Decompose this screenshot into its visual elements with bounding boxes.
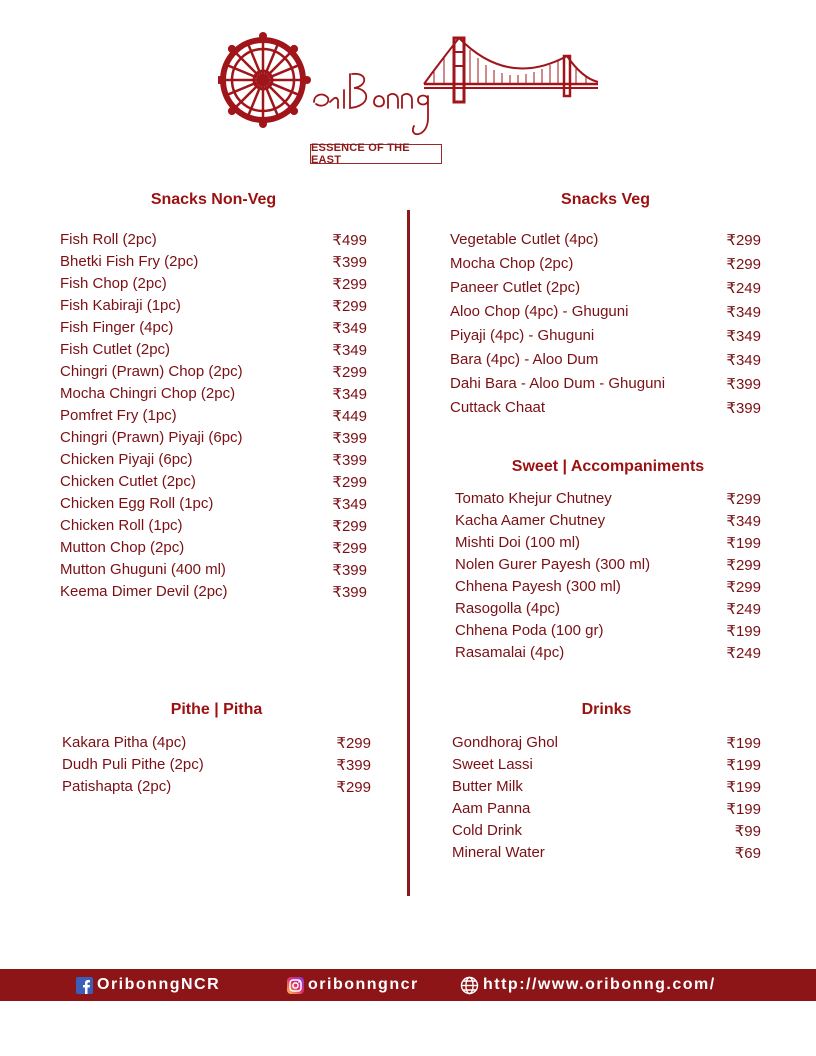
menu-item — [60, 253, 367, 271]
menu-item — [452, 734, 761, 752]
menu-item — [60, 297, 367, 315]
menu-item — [455, 556, 761, 574]
menu-item-price: ₹399 — [332, 254, 367, 271]
menu-item — [450, 399, 761, 417]
menu-item-name: Dudh Puli Pithe (2pc) — [62, 756, 204, 773]
menu-item-price: ₹399 — [332, 430, 367, 447]
menu-item-price: ₹499 — [332, 232, 367, 249]
menu-item-name: Fish Roll (2pc) — [60, 231, 157, 248]
menu-item-name: Mineral Water — [452, 844, 545, 861]
menu-item-price: ₹399 — [332, 584, 367, 601]
menu-item — [60, 341, 367, 359]
menu-item-name: Mishti Doi (100 ml) — [455, 534, 581, 551]
menu-item-price: ₹399 — [726, 400, 761, 417]
menu-item — [62, 756, 371, 774]
menu-item-price: ₹349 — [332, 386, 367, 403]
menu-item — [450, 255, 761, 273]
menu-item — [455, 622, 761, 640]
menu-item-price: ₹349 — [332, 342, 367, 359]
menu-item-price: ₹349 — [332, 320, 367, 337]
menu-item-price: ₹399 — [726, 376, 761, 393]
menu-item-name: Butter Milk — [452, 778, 523, 795]
menu-item-price: ₹299 — [336, 779, 371, 796]
menu-item-name: Piyaji (4pc) - Ghuguni — [450, 327, 595, 344]
menu-item — [455, 644, 761, 662]
menu-item-name: Chicken Piyaji (6pc) — [60, 451, 193, 468]
menu-item-name: Mocha Chingri Chop (2pc) — [60, 385, 236, 402]
instagram-icon — [287, 977, 304, 994]
menu-item-name: Chhena Payesh (300 ml) — [455, 578, 621, 595]
menu-item — [452, 822, 761, 840]
menu-item-price: ₹449 — [332, 408, 367, 425]
menu-item-name: Chingri (Prawn) Chop (2pc) — [60, 363, 243, 380]
menu-item-price: ₹399 — [332, 562, 367, 579]
section-title: Snacks Non-Veg — [150, 191, 277, 208]
menu-item — [60, 429, 367, 447]
menu-item — [60, 231, 367, 249]
menu-item-name: Rasamalai (4pc) — [455, 644, 565, 661]
menu-item — [60, 363, 367, 381]
section-title: Sweet | Accompaniments — [511, 458, 705, 475]
menu-item-name: Sweet Lassi — [452, 756, 533, 773]
menu-item-name: Bhetki Fish Fry (2pc) — [60, 253, 199, 270]
menu-item — [60, 583, 367, 601]
menu-item-price: ₹299 — [332, 298, 367, 315]
menu-item-name: Rasogolla (4pc) — [455, 600, 561, 617]
facebook-icon — [76, 977, 93, 994]
menu-item-name: Aam Panna — [452, 800, 531, 817]
menu-item — [450, 303, 761, 321]
menu-item — [452, 756, 761, 774]
section-snacks-nonveg — [60, 191, 367, 611]
menu-item — [60, 451, 367, 469]
menu-item-name: Pomfret Fry (1pc) — [60, 407, 177, 424]
section-sweet-accompaniments — [455, 458, 761, 668]
menu-item — [60, 539, 367, 557]
menu-item-price: ₹199 — [726, 735, 761, 752]
menu-item — [452, 778, 761, 796]
menu-item — [62, 778, 371, 796]
menu-item-price: ₹199 — [726, 757, 761, 774]
menu-item — [452, 844, 761, 862]
menu-item-price: ₹399 — [332, 452, 367, 469]
menu-item-name: Chicken Cutlet (2pc) — [60, 473, 196, 490]
menu-item-price: ₹299 — [332, 474, 367, 491]
menu-item-name: Paneer Cutlet (2pc) — [450, 279, 581, 296]
menu-item — [450, 351, 761, 369]
menu-item-name: Chicken Roll (1pc) — [60, 517, 183, 534]
menu-item-name: Patishapta (2pc) — [62, 778, 172, 795]
menu-item-name: Mutton Chop (2pc) — [60, 539, 185, 556]
menu-item — [450, 279, 761, 297]
website-url: http://www.oribonng.com/ — [483, 976, 716, 993]
instagram-link[interactable] — [287, 969, 419, 1001]
menu-item — [455, 490, 761, 508]
menu-item-price: ₹199 — [726, 535, 761, 552]
menu-item — [452, 800, 761, 818]
menu-item-price: ₹299 — [332, 540, 367, 557]
menu-item-name: Fish Kabiraji (1pc) — [60, 297, 181, 314]
menu-item-price: ₹299 — [726, 579, 761, 596]
menu-item — [455, 600, 761, 618]
menu-item-name: Bara (4pc) - Aloo Dum — [450, 351, 599, 368]
oribonng-logo — [218, 22, 602, 147]
menu-item-price: ₹299 — [332, 364, 367, 381]
howrah-bridge-icon — [424, 38, 598, 102]
facebook-link[interactable] — [76, 969, 220, 1001]
menu-item-name: Fish Chop (2pc) — [60, 275, 167, 292]
globe-icon — [460, 976, 479, 995]
footer-bar — [0, 969, 816, 1001]
menu-item-price: ₹199 — [726, 779, 761, 796]
menu-item-price: ₹299 — [726, 256, 761, 273]
facebook-handle: OribonngNCR — [97, 976, 221, 993]
menu-item-name: Chicken Egg Roll (1pc) — [60, 495, 214, 512]
menu-item-name: Vegetable Cutlet (4pc) — [450, 231, 599, 248]
menu-item — [60, 407, 367, 425]
menu-item — [62, 734, 371, 752]
menu-item — [455, 578, 761, 596]
menu-item-name: Dahi Bara - Aloo Dum - Ghuguni — [450, 375, 666, 392]
menu-item-price: ₹299 — [332, 276, 367, 293]
section-snacks-veg — [450, 191, 761, 431]
menu-item-price: ₹249 — [726, 601, 761, 618]
menu-item — [450, 231, 761, 249]
menu-item-name: Chingri (Prawn) Piyaji (6pc) — [60, 429, 243, 446]
menu-item-name: Mutton Ghuguni (400 ml) — [60, 561, 226, 578]
section-title: Snacks Veg — [561, 191, 650, 208]
menu-item-price: ₹349 — [726, 352, 761, 369]
menu-item — [60, 319, 367, 337]
tagline-box: ESSENCE OF THE EAST — [310, 144, 442, 164]
menu-item-price: ₹249 — [726, 280, 761, 297]
menu-item-name: Aloo Chop (4pc) - Ghuguni — [450, 303, 629, 320]
menu-item-name: Cold Drink — [452, 822, 523, 839]
menu-item — [450, 375, 761, 393]
menu-item-price: ₹199 — [726, 801, 761, 818]
konark-wheel-icon — [218, 32, 311, 128]
menu-item-price: ₹299 — [726, 232, 761, 249]
menu-item-name: Keema Dimer Devil (2pc) — [60, 583, 228, 600]
menu-item — [60, 495, 367, 513]
menu-item — [450, 327, 761, 345]
menu-item — [60, 275, 367, 293]
menu-item-name: Nolen Gurer Payesh (300 ml) — [455, 556, 651, 573]
menu-item-price: ₹349 — [332, 496, 367, 513]
menu-item-price: ₹349 — [726, 513, 761, 530]
menu-item-name: Fish Finger (4pc) — [60, 319, 174, 336]
menu-item — [60, 561, 367, 579]
menu-item-name: Kakara Pitha (4pc) — [62, 734, 187, 751]
website-link[interactable] — [460, 969, 716, 1001]
section-title: Drinks — [581, 701, 632, 718]
menu-item-name: Mocha Chop (2pc) — [450, 255, 574, 272]
menu-item — [455, 512, 761, 530]
menu-item-name: Tomato Khejur Chutney — [455, 490, 612, 507]
menu-item-price: ₹299 — [726, 491, 761, 508]
menu-item-price: ₹199 — [726, 623, 761, 640]
menu-item — [60, 473, 367, 491]
menu-item-name: Cuttack Chaat — [450, 399, 546, 416]
column-divider — [407, 210, 410, 896]
menu-item-name: Gondhoraj Ghol — [452, 734, 558, 751]
section-drinks — [452, 701, 761, 871]
section-pithe — [62, 701, 371, 801]
menu-item-price: ₹99 — [734, 823, 761, 840]
menu-item-name: Kacha Aamer Chutney — [455, 512, 606, 529]
menu-item-price: ₹399 — [336, 757, 371, 774]
menu-item-price: ₹249 — [726, 645, 761, 662]
menu-item-price: ₹299 — [332, 518, 367, 535]
menu-item — [60, 385, 367, 403]
section-title: Pithe | Pitha — [170, 701, 263, 718]
menu-item — [60, 517, 367, 535]
menu-item-price: ₹299 — [336, 735, 371, 752]
menu-item-price: ₹349 — [726, 328, 761, 345]
menu-item-price: ₹299 — [726, 557, 761, 574]
instagram-handle: oribonngncr — [308, 976, 419, 993]
menu-item-name: Chhena Poda (100 gr) — [455, 622, 604, 639]
menu-item-price: ₹349 — [726, 304, 761, 321]
oribonng-wordmark — [314, 74, 428, 134]
menu-item-name: Fish Cutlet (2pc) — [60, 341, 171, 358]
menu-item-price: ₹69 — [734, 845, 761, 862]
menu-item — [455, 534, 761, 552]
